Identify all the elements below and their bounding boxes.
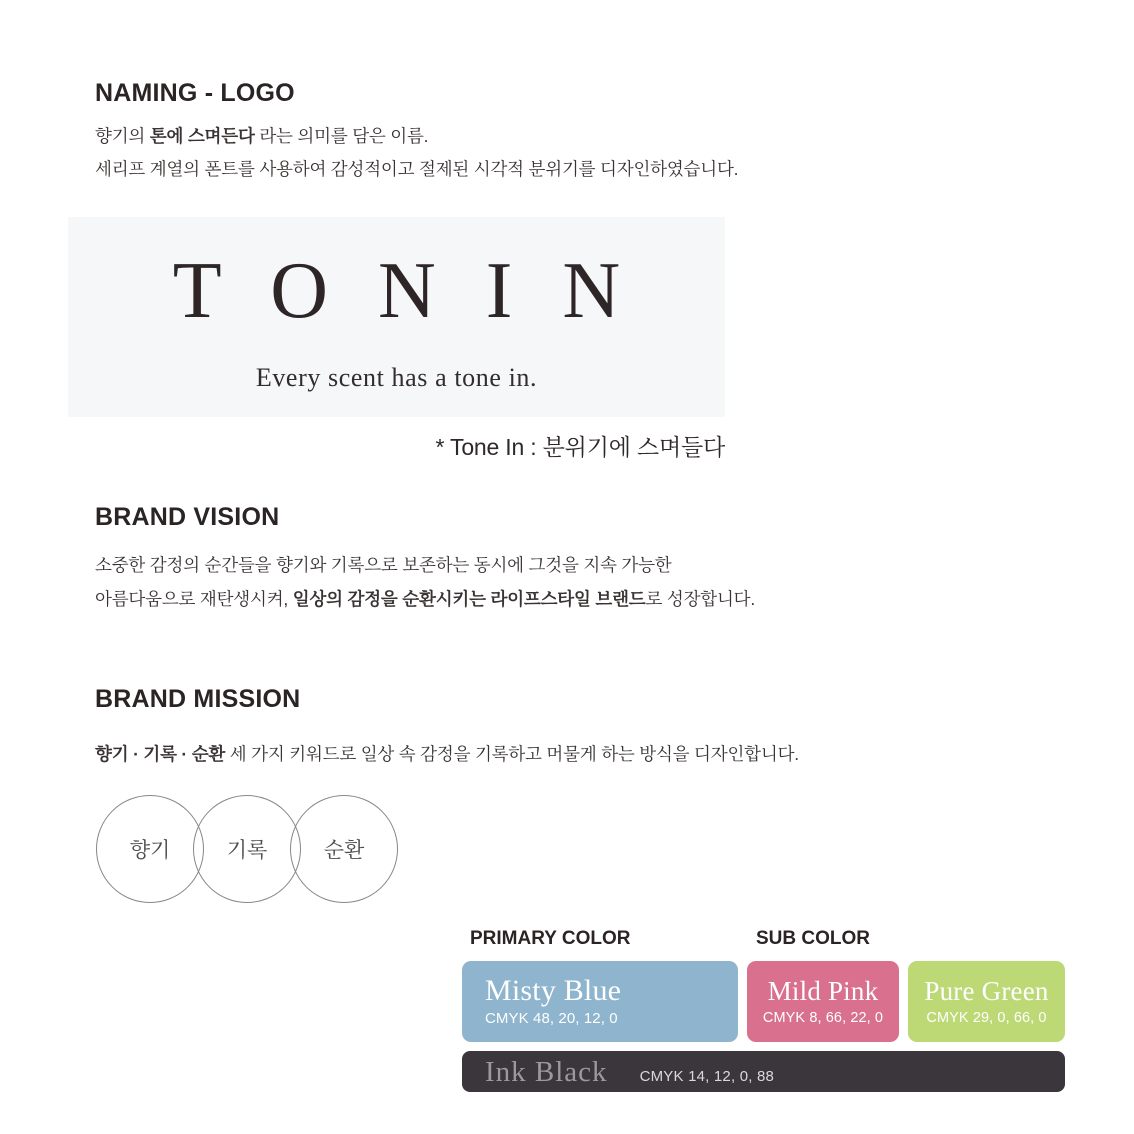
naming-logo-heading: NAMING - LOGO [95,79,295,107]
swatch-cmyk: CMYK 29, 0, 66, 0 [926,1009,1047,1026]
vision-description-line2 [95,582,755,616]
mission-description [95,737,799,771]
keyword-label: 향기 [129,839,171,862]
keyword-label: 순환 [323,839,365,862]
swatch-mild-pink [747,961,899,1042]
vision-desc-run: 아름다움으로 재탄생시켜, [95,589,293,609]
swatch-name: Mild Pink [767,975,879,1006]
swatch-cmyk: CMYK 8, 66, 22, 0 [762,1009,884,1026]
naming-description-line2: 세리프 계열의 폰트를 사용하여 감성적이고 절제된 시각적 분위기를 디자인하였습니다. [95,159,739,179]
vision-description-line1: 소중한 감정의 순간들을 향기와 기록으로 보존하는 동시에 그것을 지속 가능한 [95,555,672,575]
swatch-cmyk: CMYK 14, 12, 0, 88 [639,1068,775,1085]
naming-desc-run: 향기의 [95,126,150,146]
logo-wordmark: TONIN [172,247,671,335]
naming-description-line1 [95,119,428,153]
mission-desc-run: 세 가지 키워드로 일상 속 감정을 기록하고 머물게 하는 방식을 디자인합니다. [225,744,799,764]
keyword-circle-record [193,795,301,903]
keyword-circle-scent [96,795,204,903]
vision-desc-run: 로 성장합니다. [645,589,756,609]
tone-in-note: * Tone In : 분위기에 스며들다 [435,434,725,460]
swatch-ink-black [462,1051,1065,1092]
swatch-misty-blue [462,961,738,1042]
logo-panel [68,217,725,417]
naming-desc-bold-run: 톤에 스며든다 [149,126,255,146]
swatch-cmyk: CMYK 48, 20, 12, 0 [485,1009,618,1027]
naming-desc-run: 라는 의미를 담은 이름. [254,126,429,146]
sub-color-label: SUB COLOR [756,928,870,949]
vision-desc-bold-run: 일상의 감정을 순환시키는 라이프스타일 브랜드 [292,589,646,609]
brand-vision-heading: BRAND VISION [95,503,280,531]
logo-tagline: Every scent has a tone in. [255,363,538,392]
primary-color-label: PRIMARY COLOR [470,928,631,949]
keyword-circle-cycle [290,795,398,903]
swatch-name: Ink Black [485,1056,608,1088]
swatch-name: Misty Blue [485,973,622,1007]
swatch-pure-green [908,961,1065,1042]
swatch-name: Pure Green [924,975,1049,1006]
keyword-label: 기록 [226,839,268,862]
brand-mission-heading: BRAND MISSION [95,685,301,713]
mission-keywords-run: 향기 · 기록 · 순환 [95,744,226,764]
